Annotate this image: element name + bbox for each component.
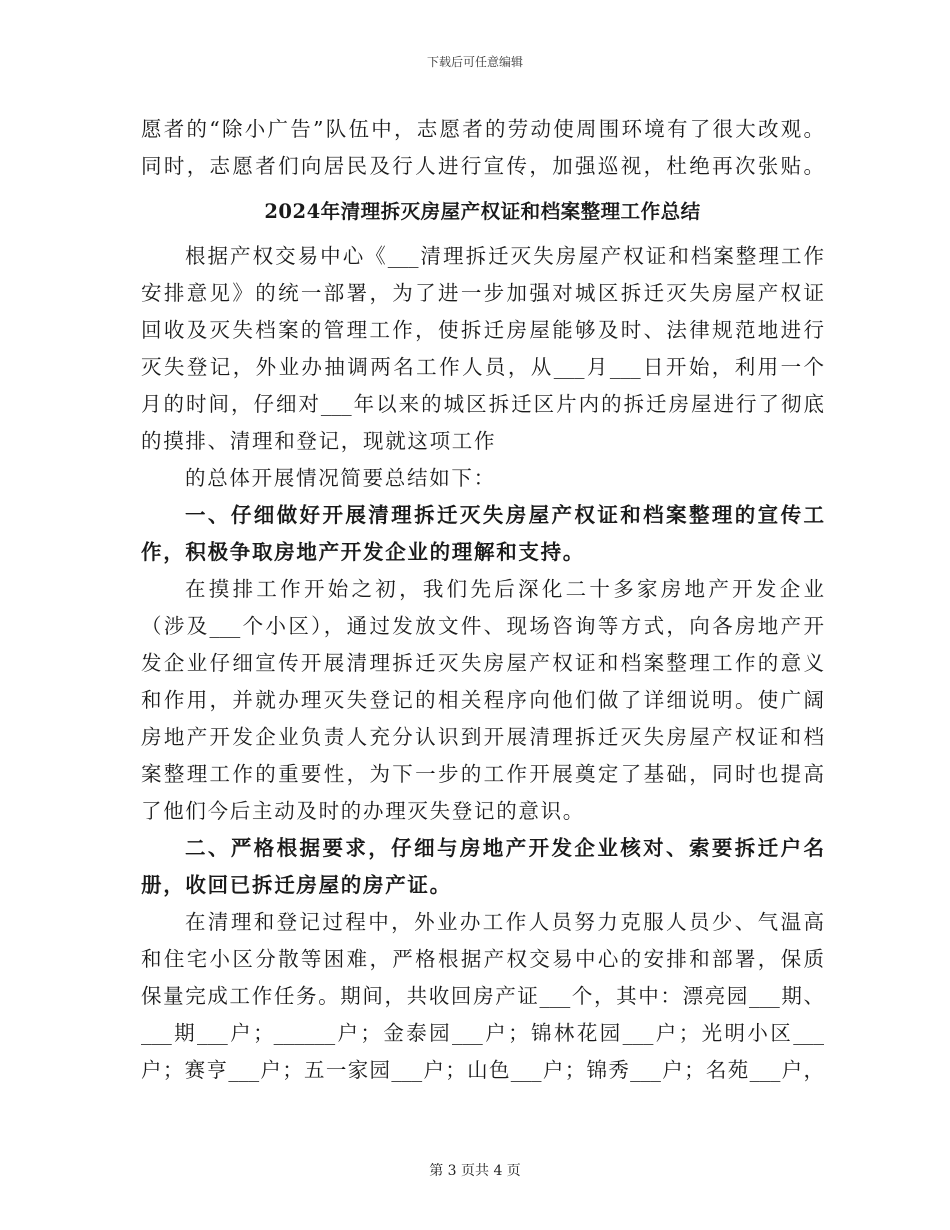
intro-line: 同时，志愿者们向居民及行人进行宣传，加强巡视，杜绝再次张贴。 bbox=[141, 154, 824, 178]
section-heading-1: 一、仔细做好开展清理拆迁灭失房屋产权证和档案整理的宣传工 bbox=[185, 503, 824, 527]
paragraph-line: 保量完成工作任务。期间，共收回房产证___个，其中：漂亮园___期、 bbox=[141, 984, 824, 1008]
intro-line: 愿者的“除小广告”队伍中，志愿者的劳动使周围环境有了很大改观。 bbox=[141, 117, 824, 141]
paragraph-line: 在摸排工作开始之初，我们先后深化二十多家房地产开发企业 bbox=[185, 577, 824, 601]
section-heading-2: 册，收回已拆迁房屋的房产证。 bbox=[141, 873, 452, 897]
paragraph-line: 回收及灭失档案的管理工作，使拆迁房屋能够及时、法律规范地进行 bbox=[141, 318, 824, 342]
paragraph-line: 发企业仔细宣传开展清理拆迁灭失房屋产权证和档案整理工作的意义 bbox=[141, 651, 824, 675]
paragraph-line: 在清理和登记过程中，外业办工作人员努力克服人员少、气温高 bbox=[185, 910, 824, 934]
page-footer: 第 3 页共 4 页 bbox=[429, 1163, 521, 1179]
paragraph-line: 案整理工作的重要性，为下一步的工作开展奠定了基础，同时也提高 bbox=[141, 762, 824, 786]
paragraph-line: ___期___户；______户；金泰园___户；锦林花园___户；光明小区___ bbox=[141, 1021, 824, 1045]
paragraph-line: 安排意见》的统一部署，为了进一步加强对城区拆迁灭失房屋产权证 bbox=[141, 281, 824, 305]
paragraph-line: 户；赛亨___户；五一家园___户；山色___户；锦秀___户；名苑___户， bbox=[141, 1058, 824, 1082]
section-heading-1: 作，积极争取房地产开发企业的理解和支持。 bbox=[141, 540, 585, 564]
document-title: 2024年清理拆灭房屋产权证和档案整理工作总结 bbox=[264, 200, 701, 223]
section-heading-2: 二、严格根据要求，仔细与房地产开发企业核对、索要拆迁户名 bbox=[185, 836, 824, 860]
paragraph-line: 灭失登记，外业办抽调两名工作人员，从___月___日开始，利用一个 bbox=[141, 355, 824, 379]
paragraph-line: 房地产开发企业负责人充分认识到开展清理拆迁灭失房屋产权证和档 bbox=[141, 725, 824, 749]
paragraph-line: 月的时间，仔细对___年以来的城区拆迁区片内的拆迁房屋进行了彻底 bbox=[141, 392, 824, 416]
paragraph-line: 和住宅小区分散等困难，严格根据产权交易中心的安排和部署，保质 bbox=[141, 947, 824, 971]
paragraph-line: （涉及___个小区），通过发放文件、现场咨询等方式，向各房地产开 bbox=[141, 614, 824, 638]
paragraph-line: 的摸排、清理和登记，现就这项工作 bbox=[141, 429, 497, 453]
paragraph-line: 了他们今后主动及时的办理灭失登记的意识。 bbox=[141, 799, 585, 823]
paragraph-line: 的总体开展情况简要总结如下： bbox=[185, 466, 496, 490]
page-header: 下载后可任意编辑 bbox=[426, 55, 523, 69]
paragraph-line: 根据产权交易中心《___清理拆迁灭失房屋产权证和档案整理工作 bbox=[185, 244, 824, 268]
paragraph-line: 和作用，并就办理灭失登记的相关程序向他们做了详细说明。使广阔 bbox=[141, 688, 824, 712]
document-body bbox=[141, 111, 824, 1089]
